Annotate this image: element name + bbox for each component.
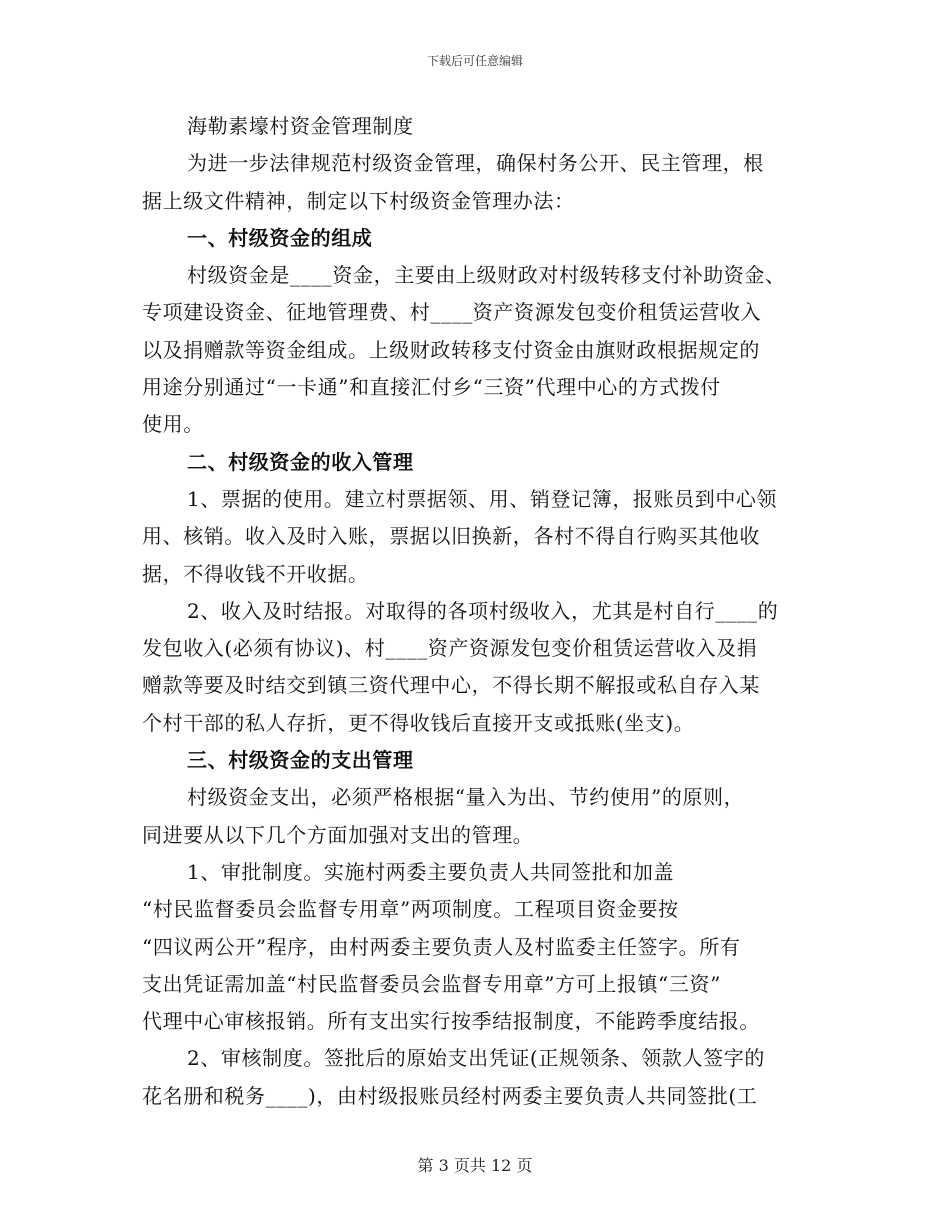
paragraph-line: 以及捐赠款等资金组成。上级财政转移支付资金由旗财政根据规定的 bbox=[142, 337, 760, 362]
paragraph-line: 代理中心审核报销。所有支出实行按季结报制度，不能跨季度结报。 bbox=[142, 1009, 760, 1034]
paragraph-line: 据上级文件精神，制定以下村级资金管理办法： bbox=[142, 188, 575, 213]
paragraph-line: 用、核销。收入及时入账，票据以旧换新，各村不得自行购买其他收 bbox=[142, 524, 760, 549]
paragraph-line: 发包收入(必须有协议)、村____资产资源发包变价租赁运营收入及捐 bbox=[142, 636, 758, 661]
paragraph-line: 花名册和税务____)，由村级报账员经村两委主要负责人共同签批(工 bbox=[142, 1083, 758, 1108]
paragraph-line: 个村干部的私人存折，更不得收钱后直接开支或抵账(坐支)。 bbox=[142, 710, 695, 735]
paragraph-line: 1、审批制度。实施村两委主要负责人共同签批和加盖 bbox=[187, 859, 675, 884]
paragraph-line: “村民监督委员会监督专用章”两项制度。工程项目资金要按 bbox=[142, 897, 679, 922]
section-heading-3: 三、村级资金的支出管理 bbox=[187, 748, 414, 773]
paragraph-line: 赠款等要及时结交到镇三资代理中心，不得长期不解报或私自存入某 bbox=[142, 673, 760, 698]
document-title: 海勒素壕村资金管理制度 bbox=[187, 114, 414, 138]
paragraph-line: 专项建设资金、征地管理费、村____资产资源发包变价租赁运营收入 bbox=[142, 300, 762, 325]
paragraph-line: 1、票据的使用。建立村票据领、用、销登记簿，报账员到中心领 bbox=[187, 486, 778, 511]
paragraph-line: 村级资金是____资金，主要由上级财政对村级转移支付补助资金、 bbox=[187, 263, 786, 288]
paragraph-line: 为进一步法律规范村级资金管理，确保村务公开、民主管理，根 bbox=[187, 151, 764, 176]
paragraph-line: 使用。 bbox=[142, 412, 204, 437]
document-body bbox=[142, 108, 812, 1115]
paragraph-line: 村级资金支出，必须严格根据“量入为出、节约使用”的原则， bbox=[187, 785, 745, 810]
section-heading-1: 一、村级资金的组成 bbox=[187, 225, 373, 250]
paragraph-line: “四议两公开”程序，由村两委主要负责人及村监委主任签字。所有 bbox=[142, 934, 741, 959]
page-number: 第 3 页共 12 页 bbox=[417, 1156, 533, 1175]
paragraph-line: 2、审核制度。签批后的原始支出凭证(正规领条、领款人签字的 bbox=[187, 1046, 765, 1071]
page-header: 下载后可任意编辑 bbox=[426, 54, 523, 68]
section-heading-2: 二、村级资金的收入管理 bbox=[187, 449, 414, 474]
paragraph-line: 据，不得收钱不开收据。 bbox=[142, 561, 369, 586]
paragraph-line: 支出凭证需加盖“村民监督委员会监督专用章”方可上报镇“三资” bbox=[142, 971, 721, 996]
paragraph-line: 2、收入及时结报。对取得的各项村级收入，尤其是村自行____的 bbox=[187, 598, 779, 623]
paragraph-line: 用途分别通过“一卡通”和直接汇付乡“三资”代理中心的方式拨付 bbox=[142, 375, 721, 400]
paragraph-line: 同进要从以下几个方面加强对支出的管理。 bbox=[142, 822, 534, 847]
